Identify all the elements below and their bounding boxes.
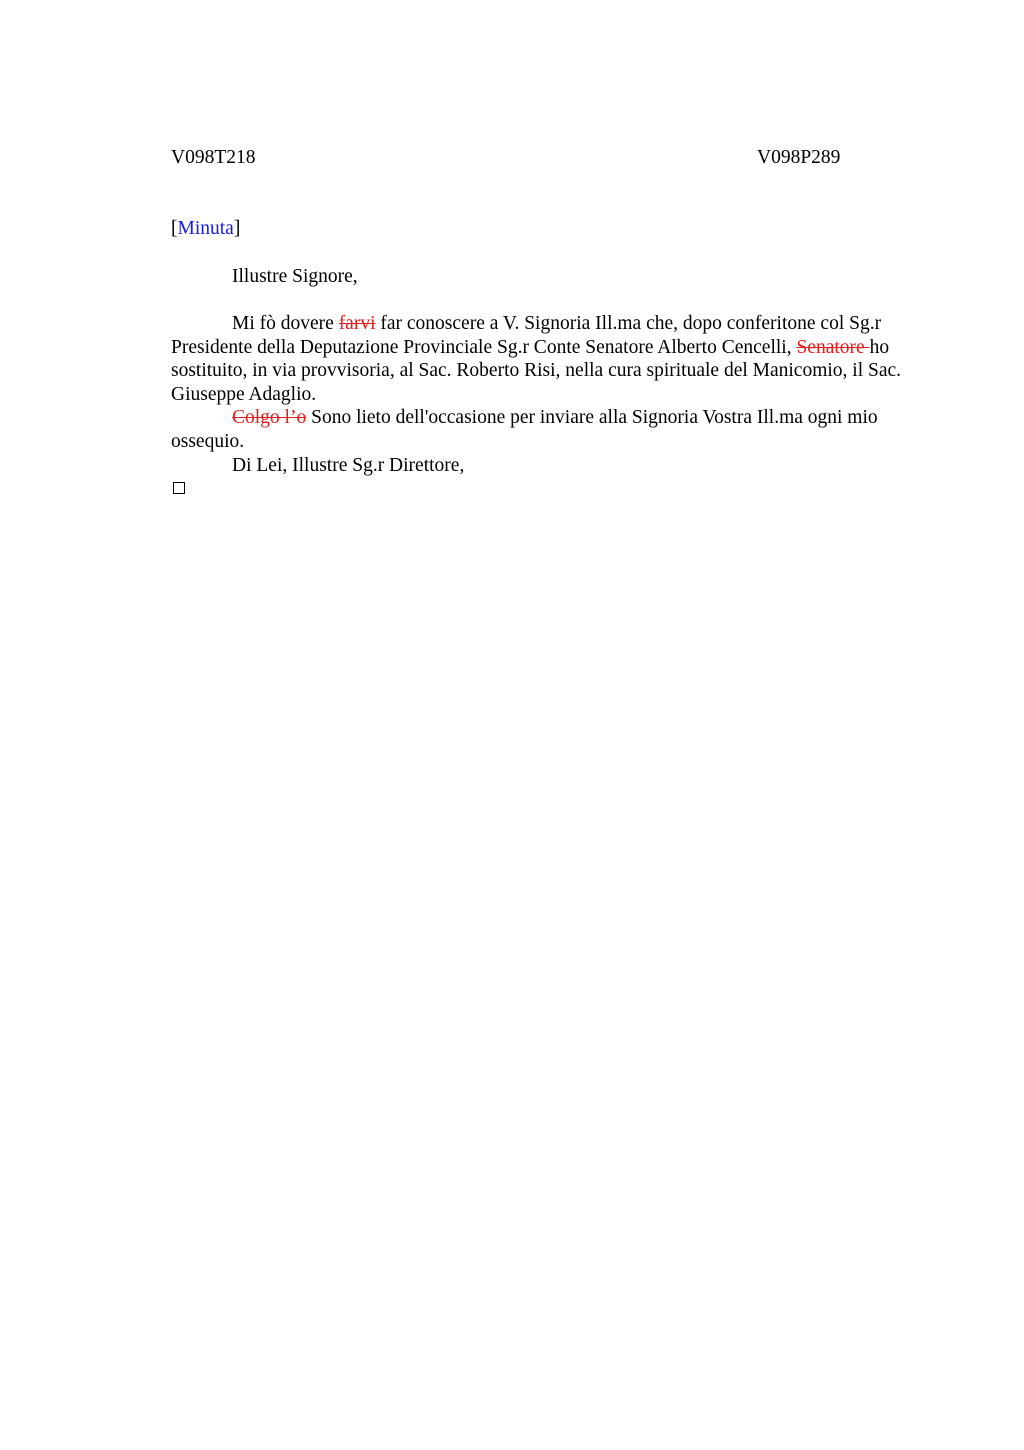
document-code-left: V098T218 bbox=[171, 147, 256, 168]
paragraph-main-text-1: Mi fò dovere bbox=[232, 313, 339, 334]
salutation: Illustre Signore, bbox=[232, 266, 358, 287]
close-bracket: ] bbox=[233, 218, 241, 239]
paragraph-greeting-text: Sono lieto dell'occasione per inviare alla Signoria Vostra Ill.ma ogni mio ossequio. bbox=[171, 407, 878, 452]
minuta-label bbox=[171, 217, 240, 241]
paragraph-greeting bbox=[171, 406, 931, 453]
letter-body bbox=[171, 312, 931, 477]
minuta-word: Minuta bbox=[177, 218, 234, 239]
closing-line: Di Lei, Illustre Sg.r Direttore, bbox=[232, 454, 465, 476]
paragraph-main-text-2: far conoscere a V. Signoria Ill.ma che, dopo conferitone col Sg.r Presidente della Deputazione Provinciale Sg.r Conte Senatore Alberto Cencelli, bbox=[171, 313, 882, 358]
deleted-word-farvi: farvi bbox=[338, 313, 376, 334]
deleted-word-senatore: Senatore bbox=[796, 336, 870, 358]
paragraph-main-text-3: ho sostituito, in via provvisoria, al Sac. Roberto Risi, nella cura spirituale del Manicomio, il Sac. Giuseppe Adaglio. bbox=[171, 336, 902, 405]
open-bracket: [ bbox=[171, 218, 178, 239]
deleted-phrase-colgo: Colgo l’o bbox=[232, 407, 307, 429]
paragraph-main bbox=[171, 312, 931, 406]
empty-square-icon bbox=[173, 482, 185, 494]
document-code-right: V098P289 bbox=[757, 147, 841, 168]
